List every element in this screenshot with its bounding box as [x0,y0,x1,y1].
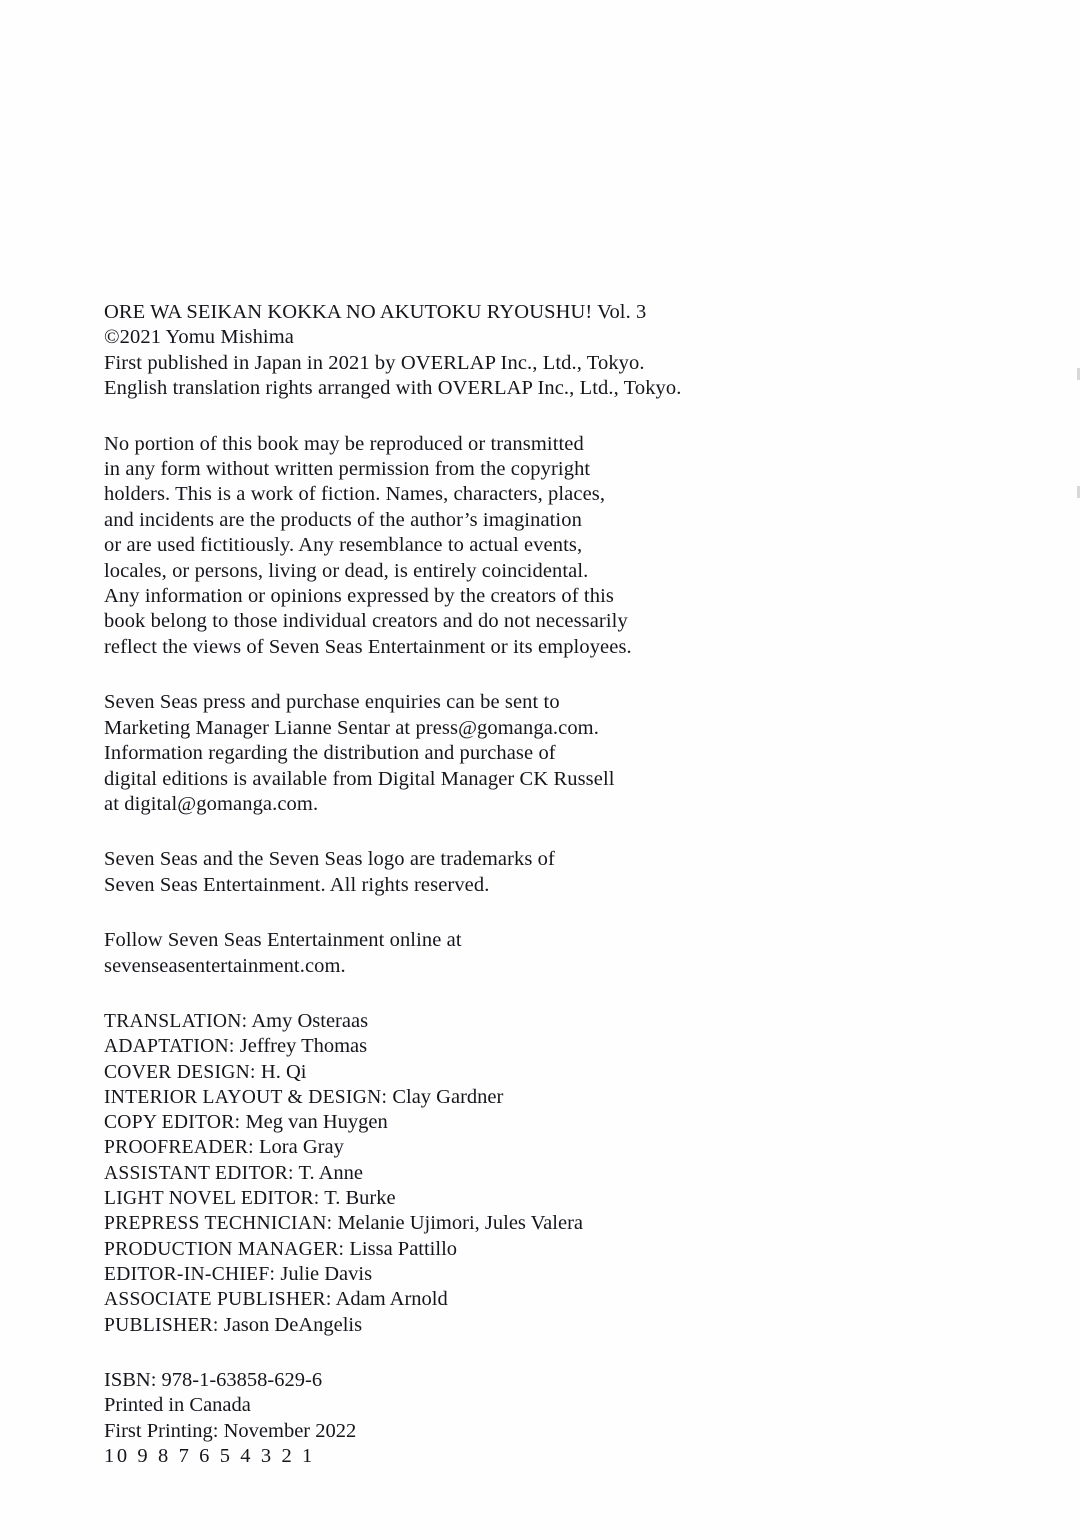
credits-list [104,1009,724,1338]
title-copyright-block [104,300,724,402]
credit-name: Lora Gray [259,1136,344,1159]
contact-line: Marketing Manager Lianne Sentar at press@gomanga.com. [104,716,599,739]
printed-in-line: Printed in Canada [104,1394,251,1417]
credit-item [104,1110,724,1135]
notice-line: locales, or persons, living or dead, is entirely coincidental. [104,559,589,582]
credit-role: ADAPTATION: [104,1036,235,1058]
contact-notice [104,690,724,817]
credit-role: TRANSLATION: [104,1010,248,1032]
credit-role: PRODUCTION MANAGER: [104,1238,345,1260]
credit-name: Clay Gardner [392,1085,504,1108]
follow-line: Follow Seven Seas Entertainment online at [104,929,462,952]
notice-line: holders. This is a work of fiction. Names, characters, places, [104,483,606,506]
credit-role: ASSISTANT EDITOR: [104,1162,294,1184]
credit-item [104,1237,724,1262]
credit-item [104,1034,724,1059]
website-line: sevenseasentertainment.com. [104,954,346,977]
contact-line: Information regarding the distribution and purchase of [104,742,556,765]
isbn-line: ISBN: 978-1-63858-629-6 [104,1368,323,1391]
credit-role: COVER DESIGN: [104,1061,256,1083]
credit-item [104,1135,724,1160]
original-publication-line: First published in Japan in 2021 by OVERLAP Inc., Ltd., Tokyo. [104,351,645,374]
credit-role: PREPRESS TECHNICIAN: [104,1213,333,1235]
trademark-notice [104,847,724,898]
credit-name: Julie Davis [280,1262,373,1285]
credit-item [104,1060,724,1085]
notice-line: and incidents are the products of the author’s imagination [104,508,582,531]
first-printing-line: First Printing: November 2022 [104,1419,357,1442]
credit-item [104,1211,724,1236]
credit-name: T. Anne [298,1161,364,1184]
credit-role: PUBLISHER: [104,1314,219,1336]
credit-item [104,1009,724,1034]
print-number-line: 10 9 8 7 6 5 4 3 2 1 [104,1445,315,1468]
notice-line: reflect the views of Seven Seas Entertainment or its employees. [104,635,632,658]
credit-name: Lissa Pattillo [349,1237,458,1260]
credit-item [104,1287,724,1312]
trademark-line: Seven Seas and the Seven Seas logo are trademarks of [104,848,555,871]
credit-item [104,1161,724,1186]
credit-role: EDITOR-IN-CHIEF: [104,1263,276,1285]
credit-name: Jason DeAngelis [223,1313,363,1336]
reproduction-notice [104,432,724,661]
contact-line: Seven Seas press and purchase enquiries can be sent to [104,691,560,714]
credit-item [104,1186,724,1211]
notice-line: book belong to those individual creators and do not necessarily [104,610,628,633]
credit-item [104,1085,724,1110]
credit-name: Amy Osteraas [251,1009,369,1032]
credit-item [104,1262,724,1287]
translation-rights-line: English translation rights arranged with OVERLAP Inc., Ltd., Tokyo. [104,377,682,400]
copyright-text-block [104,300,724,1469]
credit-role: ASSOCIATE PUBLISHER: [104,1289,332,1311]
credit-role: INTERIOR LAYOUT & DESIGN: [104,1086,388,1108]
credit-name: Meg van Huygen [245,1111,388,1134]
credit-name: H. Qi [260,1060,307,1083]
copyright-line: ©2021 Yomu Mishima [104,326,294,349]
contact-line: at digital@gomanga.com. [104,792,319,815]
notice-line: or are used fictitiously. Any resemblance to actual events, [104,534,583,557]
credit-item [104,1313,724,1338]
credit-name: Melanie Ujimori, Jules Valera [337,1212,583,1235]
contact-line: digital editions is available from Digital Manager CK Russell [104,767,615,790]
credit-role: PROOFREADER: [104,1137,254,1159]
notice-line: Any information or opinions expressed by the creators of this [104,585,614,608]
imprint-block [104,1368,724,1470]
credit-role: LIGHT NOVEL EDITOR: [104,1188,320,1210]
trademark-line: Seven Seas Entertainment. All rights reserved. [104,873,490,896]
credit-name: Adam Arnold [335,1288,448,1311]
credit-name: T. Burke [324,1187,396,1210]
credit-name: Jeffrey Thomas [239,1035,368,1058]
notice-line: No portion of this book may be reproduced or transmitted [104,432,584,455]
notice-line: in any form without written permission from the copyright [104,458,591,481]
credit-role: COPY EDITOR: [104,1112,241,1134]
follow-notice [104,928,724,979]
title-line: ORE WA SEIKAN KOKKA NO AKUTOKU RYOUSHU! Vol. 3 [104,301,647,323]
